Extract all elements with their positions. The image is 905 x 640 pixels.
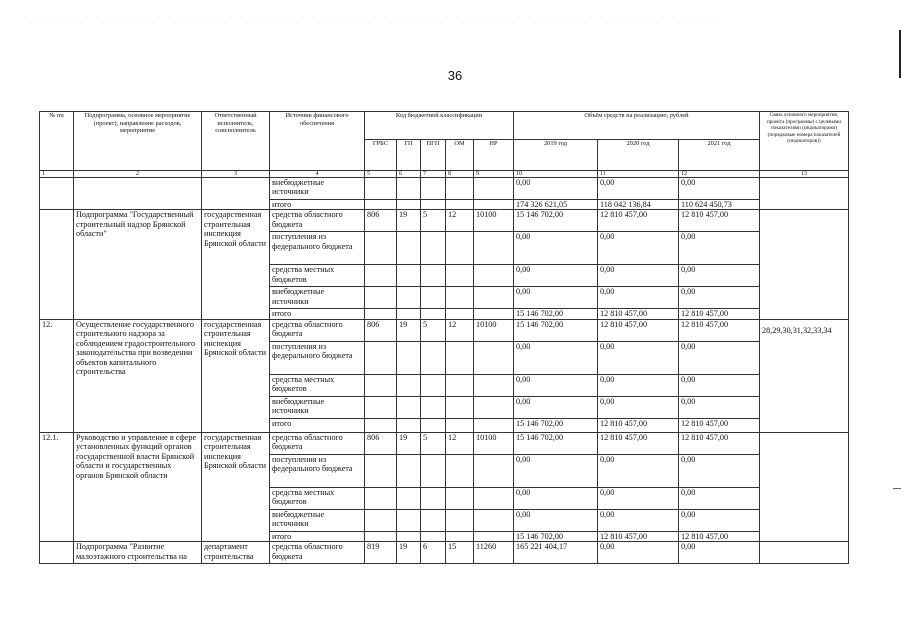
value-2021: 0,00 xyxy=(679,341,760,374)
value-2019: 0,00 xyxy=(514,232,598,265)
value-2021: 0,00 xyxy=(679,232,760,265)
value-2021: 0,00 xyxy=(679,487,760,509)
program-title: Осуществление государственного строительного надзора за соблюдением градостроительного законодательства при возведении объектов капитального строительства xyxy=(74,319,202,432)
value-2021: 12 810 457,00 xyxy=(679,531,760,541)
header-source: Источник финансового обеспечения xyxy=(270,112,365,171)
col-number: 4 xyxy=(270,171,365,178)
pgp-cell: 5 xyxy=(421,319,446,341)
grbs-cell: 806 xyxy=(365,210,397,232)
header-volume: Объём средств на реализацию, рублей xyxy=(514,112,760,140)
source-cell: поступления из федерального бюджета xyxy=(270,232,365,265)
value-2021: 0,00 xyxy=(679,396,760,418)
header-row-1 xyxy=(40,112,849,140)
program-title: Руководство и управление в сфере установленных функций органов государственной власти Брянской области и государственных органов Брянской области xyxy=(74,432,202,541)
value-2020: 12 810 457,00 xyxy=(598,309,679,319)
pgp-cell: 6 xyxy=(421,542,446,564)
value-2019: 15 146 702,00 xyxy=(514,531,598,541)
nr-cell: 10100 xyxy=(474,210,514,232)
col-number: 9 xyxy=(474,171,514,178)
col-number: 6 xyxy=(397,171,421,178)
gp-cell: 19 xyxy=(397,319,421,341)
value-2019: 0,00 xyxy=(514,341,598,374)
om-cell: 12 xyxy=(446,210,474,232)
header-num: № пп xyxy=(40,112,74,171)
value-2020: 0,00 xyxy=(598,396,679,418)
value-2019: 15 146 702,00 xyxy=(514,432,598,454)
value-2020: 0,00 xyxy=(598,341,679,374)
source-cell: поступления из федерального бюджета xyxy=(270,341,365,374)
source-cell: средства местных бюджетов xyxy=(270,487,365,509)
value-2021: 0,00 xyxy=(679,454,760,487)
value-2019: 0,00 xyxy=(514,287,598,309)
program-title: Подпрограмма "Развитие малоэтажного строительства на xyxy=(74,542,202,564)
source-cell: поступления из федерального бюджета xyxy=(270,454,365,487)
source-cell: внебюджетные источники xyxy=(270,178,365,200)
scan-edge-dash xyxy=(893,488,901,489)
om-cell: 12 xyxy=(446,432,474,454)
gp-cell: 19 xyxy=(397,542,421,564)
pgp-cell: 5 xyxy=(421,210,446,232)
value-2020: 12 810 457,00 xyxy=(598,210,679,232)
col-number: 10 xyxy=(514,171,598,178)
header-om: ОМ xyxy=(446,140,474,171)
om-cell: 12 xyxy=(446,319,474,341)
value-2019: 0,00 xyxy=(514,454,598,487)
table-row xyxy=(40,542,849,564)
grbs-cell: 819 xyxy=(365,542,397,564)
value-2021: 0,00 xyxy=(679,178,760,200)
col-number: 1 xyxy=(40,171,74,178)
responsible-cell: департамент строительства xyxy=(202,542,270,564)
value-2020: 0,00 xyxy=(598,287,679,309)
scan-edge-mark xyxy=(899,30,901,78)
value-2019: 15 146 702,00 xyxy=(514,309,598,319)
source-cell: итого xyxy=(270,200,365,210)
source-cell: средства областного бюджета xyxy=(270,210,365,232)
nr-cell: 10100 xyxy=(474,432,514,454)
value-2019: 15 146 702,00 xyxy=(514,210,598,232)
table-row xyxy=(40,319,849,341)
table-row xyxy=(40,210,849,232)
indicator-link: 28,29,30,31,32,33,34 xyxy=(760,319,849,432)
source-cell: средства местных бюджетов xyxy=(270,265,365,287)
nr-cell: 11260 xyxy=(474,542,514,564)
value-2019: 165 221 404,17 xyxy=(514,542,598,564)
responsible-cell: государственная строительная инспекция Брянской области xyxy=(202,319,270,432)
budget-table xyxy=(39,111,849,564)
header-budget-code: Код бюджетной классификации xyxy=(365,112,514,140)
value-2020: 12 810 457,00 xyxy=(598,432,679,454)
header-grbs: ГРБС xyxy=(365,140,397,171)
value-2019: 0,00 xyxy=(514,396,598,418)
responsible-cell: государственная строительная инспекция Брянской области xyxy=(202,210,270,319)
value-2021: 0,00 xyxy=(679,509,760,531)
value-2020: 0,00 xyxy=(598,487,679,509)
value-2019: 0,00 xyxy=(514,509,598,531)
responsible-cell: государственная строительная инспекция Брянской области xyxy=(202,432,270,541)
source-cell: средства областного бюджета xyxy=(270,432,365,454)
value-2021: 12 810 457,00 xyxy=(679,309,760,319)
col-number: 3 xyxy=(202,171,270,178)
header-2019: 2019 год xyxy=(514,140,598,171)
row-number: 12. xyxy=(40,319,74,432)
nr-cell: 10100 xyxy=(474,319,514,341)
col-number: 7 xyxy=(421,171,446,178)
header-2020: 2020 год xyxy=(598,140,679,171)
header-pgp: ПГП xyxy=(421,140,446,171)
gp-cell: 19 xyxy=(397,210,421,232)
om-cell: 15 xyxy=(446,542,474,564)
pgp-cell: 5 xyxy=(421,432,446,454)
col-number: 8 xyxy=(446,171,474,178)
source-cell: внебюджетные источники xyxy=(270,287,365,309)
value-2021: 0,00 xyxy=(679,374,760,396)
value-2019: 174 326 621,05 xyxy=(514,200,598,210)
value-2020: 0,00 xyxy=(598,232,679,265)
source-cell: средства областного бюджета xyxy=(270,319,365,341)
page-number: 36 xyxy=(447,68,463,83)
col-number: 11 xyxy=(598,171,679,178)
program-title: Подпрограмма "Государственный строительный надзор Брянской области" xyxy=(74,210,202,319)
value-2019: 15 146 702,00 xyxy=(514,418,598,432)
value-2020: 0,00 xyxy=(598,454,679,487)
value-2020: 0,00 xyxy=(598,542,679,564)
row-number: 12.1. xyxy=(40,432,74,541)
value-2020: 0,00 xyxy=(598,178,679,200)
value-2020: 12 810 457,00 xyxy=(598,319,679,341)
source-cell: внебюджетные источники xyxy=(270,509,365,531)
col-number: 13 xyxy=(760,171,849,178)
source-cell: средства областного бюджета xyxy=(270,542,365,564)
value-2021: 12 810 457,00 xyxy=(679,319,760,341)
table-row xyxy=(40,432,849,454)
value-2019: 0,00 xyxy=(514,178,598,200)
source-cell: итого xyxy=(270,418,365,432)
value-2019: 15 146 702,00 xyxy=(514,319,598,341)
grbs-cell: 806 xyxy=(365,432,397,454)
value-2021: 0,00 xyxy=(679,265,760,287)
value-2021: 0,00 xyxy=(679,542,760,564)
value-2020: 0,00 xyxy=(598,509,679,531)
value-2020: 0,00 xyxy=(598,374,679,396)
scan-noise xyxy=(20,14,720,22)
value-2021: 12 810 457,00 xyxy=(679,210,760,232)
table-row xyxy=(40,178,849,200)
header-gp: ГП xyxy=(397,140,421,171)
col-number: 2 xyxy=(74,171,202,178)
source-cell: внебюджетные источники xyxy=(270,396,365,418)
header-2021: 2021 год xyxy=(679,140,760,171)
value-2021: 110 624 450,73 xyxy=(679,200,760,210)
value-2021: 12 810 457,00 xyxy=(679,432,760,454)
value-2020: 118 042 136,84 xyxy=(598,200,679,210)
header-link: Связь основного мероприятия, проекта (программы) с целевыми показателями (индикаторами) (порядковые номера показателей (индикаторов)) xyxy=(760,112,849,171)
grbs-cell: 806 xyxy=(365,319,397,341)
source-cell: средства местных бюджетов xyxy=(270,374,365,396)
header-responsible: Ответственный исполнитель, соисполнитель xyxy=(202,112,270,171)
value-2020: 0,00 xyxy=(598,265,679,287)
value-2021: 12 810 457,00 xyxy=(679,418,760,432)
value-2021: 0,00 xyxy=(679,287,760,309)
source-cell: итого xyxy=(270,309,365,319)
value-2020: 12 810 457,00 xyxy=(598,531,679,541)
gp-cell: 19 xyxy=(397,432,421,454)
value-2019: 0,00 xyxy=(514,265,598,287)
column-number-row xyxy=(40,171,849,178)
value-2019: 0,00 xyxy=(514,374,598,396)
source-cell: итого xyxy=(270,531,365,541)
col-number: 5 xyxy=(365,171,397,178)
col-number: 12 xyxy=(679,171,760,178)
header-program: Подпрограмма, основное мероприятие (проект), направление расходов, мероприятие xyxy=(74,112,202,171)
value-2020: 12 810 457,00 xyxy=(598,418,679,432)
header-nr: НР xyxy=(474,140,514,171)
value-2019: 0,00 xyxy=(514,487,598,509)
